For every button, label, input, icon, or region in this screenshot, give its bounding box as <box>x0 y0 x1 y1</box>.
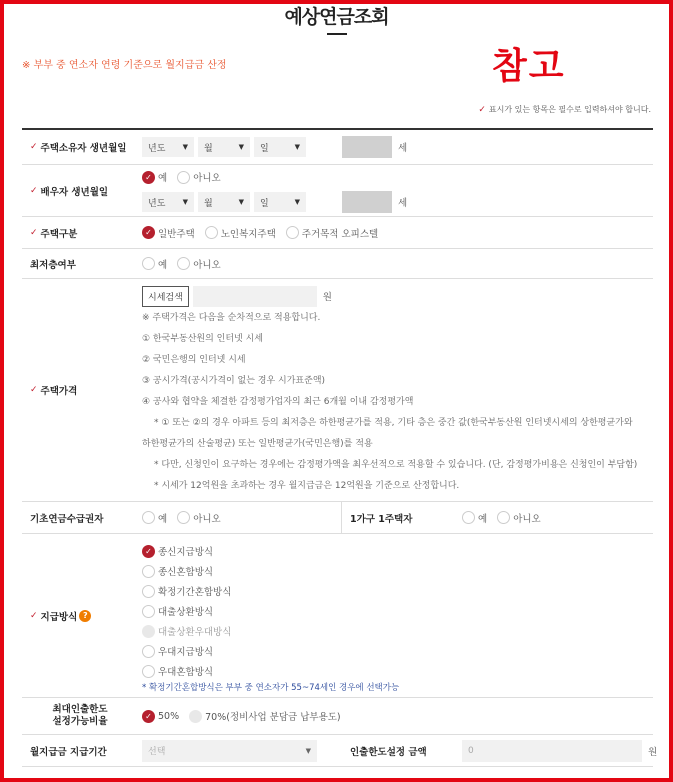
check-icon: ✓ <box>142 171 155 184</box>
spouse-birth-label-text: 배우자 생년월일 <box>40 186 109 198</box>
house-type-option-label: 노인복지주택 <box>220 228 276 240</box>
price-rule-3: ③ 공시가격(공시가격이 없는 경우 시가표준액) <box>142 376 326 386</box>
radio-circle-icon <box>462 511 475 524</box>
withdraw-50-label: 50% <box>158 710 180 722</box>
required-check-icon: ✓ <box>30 227 38 238</box>
chevron-down-icon: ▼ <box>294 198 300 206</box>
row-basic-pension <box>22 502 653 534</box>
house-type-option-label: 주거목적 오피스텔 <box>301 228 379 240</box>
row-lowest-floor <box>22 249 653 279</box>
spouse-yes-radio[interactable] <box>142 170 167 184</box>
max-withdraw-cell <box>138 698 653 734</box>
row-max-withdraw <box>22 698 653 735</box>
payment-option-label: 대출상환방식 <box>158 607 214 618</box>
owner-day-select[interactable] <box>254 137 306 157</box>
radio-circle-icon <box>142 511 155 524</box>
one-house-label-text: 1가구 1주택자 <box>350 513 413 525</box>
required-check-icon: ✓ <box>30 185 38 196</box>
house-price-label <box>22 279 138 501</box>
basic-pension-label <box>22 502 138 533</box>
basic-pension-no-radio[interactable] <box>177 511 221 525</box>
basic-pension-no-label: 아니오 <box>193 513 221 525</box>
spouse-exists-line <box>142 165 653 189</box>
row-payment-method <box>22 534 653 698</box>
payment-loan-repay-pref-radio <box>142 624 231 638</box>
payment-method-note: * 확정기간혼합방식은 부부 중 연소자가 55~74세인 경우에 선택가능 <box>142 683 400 693</box>
chevron-down-icon: ▼ <box>182 198 188 206</box>
radio-circle-icon <box>177 511 190 524</box>
payment-option-line <box>142 661 653 681</box>
payment-pref-mixed-radio[interactable] <box>142 664 213 678</box>
withdraw-amount-cell <box>458 735 657 766</box>
radio-circle-icon <box>142 585 155 598</box>
radio-circle-icon <box>142 257 155 270</box>
page-title: 예상연금조회 <box>284 6 389 28</box>
price-rule-note-1: * ① 또는 ②의 경우 아파트 등의 최저층은 하한평균가를 적용, 기타 층은 중간 값(한국부동산원 인터넷시세의 상한평균가와 <box>154 418 633 428</box>
lowest-floor-yes-label: 예 <box>158 259 168 271</box>
chevron-down-icon: ▼ <box>294 143 300 151</box>
owner-age-unit: 세 <box>398 143 408 154</box>
payment-option-label: 우대혼합방식 <box>158 667 214 678</box>
owner-birth-cell <box>138 130 653 164</box>
withdraw-amount-label <box>342 735 458 766</box>
spouse-no-radio[interactable] <box>177 170 221 184</box>
monthly-period-cell <box>138 735 342 766</box>
required-check-icon: ✓ <box>30 142 38 152</box>
price-rule-note-3: * 시세가 12억원을 초과하는 경우 월지급금은 12억원을 기준으로 산정합니다. <box>154 481 460 491</box>
payment-option-label: 종신지급방식 <box>158 547 214 558</box>
lowest-floor-label-text: 최저층여부 <box>30 259 76 271</box>
spouse-date-line <box>142 189 653 215</box>
spouse-age-output <box>342 191 392 213</box>
payment-method-cell <box>138 534 653 697</box>
house-price-input-line <box>142 285 653 307</box>
withdraw-amount-input[interactable]: 0 <box>462 740 642 762</box>
spouse-yes-label: 예 <box>158 173 168 184</box>
spouse-year-value: 년도 <box>148 198 166 209</box>
withdraw-amount-label-text: 인출한도설정 금액 <box>350 746 427 758</box>
radio-circle-icon <box>142 665 155 678</box>
price-rule-intro: ※ 주택가격은 다음을 순차적으로 적용합니다. <box>142 313 321 323</box>
house-price-label-text: 주택가격 <box>40 386 78 397</box>
radio-circle-icon <box>142 625 155 638</box>
house-price-cell <box>138 279 653 501</box>
chevron-down-icon: ▼ <box>305 746 311 755</box>
spouse-birth-cell <box>138 165 653 216</box>
owner-day-value: 일 <box>260 143 269 154</box>
basic-pension-yes-radio[interactable] <box>142 511 167 525</box>
radio-circle-icon <box>142 605 155 618</box>
help-icon[interactable]: ? <box>79 610 91 622</box>
payment-option-line <box>142 621 653 641</box>
house-type-senior-radio[interactable] <box>205 226 276 240</box>
lowest-floor-label <box>22 249 138 278</box>
withdraw-70-label: 70%(정비사업 분담금 납부용도) <box>205 712 341 723</box>
withdraw-50-radio[interactable] <box>142 710 179 723</box>
payment-loan-repay-radio[interactable] <box>142 604 213 618</box>
radio-circle-icon <box>497 511 510 524</box>
price-rule-note-1-cont: 하한평균가의 산술평균) 또는 일반평균가(국민은행)를 적용 <box>142 439 373 449</box>
payment-option-line <box>142 641 653 661</box>
owner-year-select[interactable] <box>142 137 194 157</box>
required-check-icon: ✓ <box>30 385 38 395</box>
row-owner-birth <box>22 130 653 165</box>
required-check-icon: ✓ <box>30 610 38 621</box>
owner-age-output <box>342 136 392 158</box>
payment-option-label: 종신혼합방식 <box>158 567 214 578</box>
payment-method-label-text: 지급방식 <box>40 611 78 623</box>
reference-stamp: 참고 <box>492 46 566 87</box>
required-note-text: 표시가 있는 항목은 필수로 입력하셔야 합니다. <box>488 105 651 114</box>
one-house-yes-label: 예 <box>478 513 488 525</box>
house-type-label <box>22 217 138 248</box>
max-withdraw-label <box>22 698 138 734</box>
withdraw-70-radio[interactable] <box>189 709 341 723</box>
row-house-type <box>22 217 653 249</box>
lowest-floor-cell <box>138 249 653 278</box>
max-withdraw-label-line2: 설정가능비율 <box>52 716 108 727</box>
spouse-month-value: 월 <box>204 198 213 209</box>
withdraw-amount-unit: 원 <box>648 746 658 758</box>
chevron-down-icon: ▼ <box>182 143 188 151</box>
price-rule-1: ① 한국부동산원의 인터넷 시세 <box>142 334 263 344</box>
radio-circle-icon <box>142 565 155 578</box>
row-monthly-period <box>22 735 658 767</box>
price-rule-4: ④ 공사와 협약을 체결한 감정평가업자의 최근 6개월 이내 감정평가액 <box>142 397 414 407</box>
pension-form <box>22 128 658 767</box>
owner-birth-label-text: 주택소유자 생년월일 <box>40 143 127 154</box>
required-note <box>478 104 651 115</box>
house-type-general-radio[interactable] <box>142 226 195 240</box>
owner-month-select[interactable] <box>198 137 250 157</box>
radio-circle-icon <box>205 226 218 239</box>
payment-option-line <box>142 601 653 621</box>
check-icon: ✓ <box>142 545 155 558</box>
monthly-period-select[interactable] <box>142 740 317 762</box>
one-house-label <box>342 502 458 533</box>
one-house-cell <box>458 502 653 533</box>
row-spouse-birth <box>22 165 653 217</box>
payment-option-label: 대출상환우대방식 <box>158 627 232 638</box>
chevron-down-icon: ▼ <box>238 143 244 151</box>
radio-circle-icon <box>286 226 299 239</box>
payment-method-label <box>22 534 138 697</box>
radio-circle-icon <box>189 710 202 723</box>
owner-birth-label <box>22 130 138 164</box>
price-rule-2: ② 국민은행의 인터넷 시세 <box>142 355 246 365</box>
basic-pension-label-text: 기초연금수급권자 <box>30 513 104 525</box>
one-house-no-label: 아니오 <box>513 513 541 525</box>
one-house-no-radio[interactable] <box>497 511 541 525</box>
max-withdraw-label-line1: 최대인출한도 <box>52 704 108 715</box>
spouse-day-value: 일 <box>260 198 269 209</box>
lowest-floor-no-radio[interactable] <box>177 257 221 271</box>
monthly-period-label-text: 월지급금 지급기간 <box>30 746 107 758</box>
monthly-period-value: 선택 <box>148 747 166 757</box>
spouse-day-select[interactable] <box>254 192 306 212</box>
check-icon: ✓ <box>142 710 155 723</box>
house-type-label-text: 주택구분 <box>40 228 78 240</box>
payment-fixed-mixed-radio[interactable] <box>142 584 231 598</box>
house-type-option-label: 일반주택 <box>158 228 195 240</box>
age-notice: ※ 부부 중 연소자 연령 기준으로 월지급금 산정 <box>22 60 227 71</box>
payment-pref-pay-radio[interactable] <box>142 644 213 658</box>
spouse-birth-label <box>22 165 138 216</box>
house-type-cell <box>138 217 653 248</box>
price-rule-note-2: * 다만, 신청인이 요구하는 경우에는 감정평가액을 최우선적으로 적용할 수 있습니다. (단, 감정평가비용은 신청인이 부담함) <box>154 460 638 470</box>
payment-option-label: 우대지급방식 <box>158 647 214 658</box>
payment-option-line <box>142 581 653 601</box>
price-search-button[interactable]: 시세검색 <box>142 286 189 307</box>
basic-pension-cell <box>138 502 342 533</box>
check-icon: ✓ <box>142 226 155 239</box>
lowest-floor-no-label: 아니오 <box>193 259 221 271</box>
one-house-yes-radio[interactable] <box>462 511 487 525</box>
house-type-officetel-radio[interactable] <box>286 226 378 240</box>
required-check-icon: ✓ <box>478 105 486 115</box>
radio-circle-icon <box>177 257 190 270</box>
payment-option-line <box>142 541 653 561</box>
owner-year-value: 년도 <box>148 143 166 154</box>
house-price-unit: 원 <box>322 292 332 303</box>
spouse-no-label: 아니오 <box>193 173 221 184</box>
lowest-floor-yes-radio[interactable] <box>142 257 167 271</box>
spouse-age-unit: 세 <box>398 198 408 209</box>
row-house-price <box>22 279 653 502</box>
spouse-year-select[interactable] <box>142 192 194 212</box>
basic-pension-yes-label: 예 <box>158 513 168 525</box>
monthly-period-label <box>22 735 138 766</box>
radio-circle-icon <box>177 171 190 184</box>
chevron-down-icon: ▼ <box>238 198 244 206</box>
payment-lifetime-mixed-radio[interactable] <box>142 564 213 578</box>
payment-option-line <box>142 561 653 581</box>
payment-option-label: 확정기간혼합방식 <box>158 587 232 598</box>
house-price-input[interactable] <box>193 286 317 307</box>
owner-month-value: 월 <box>204 143 213 154</box>
radio-circle-icon <box>142 645 155 658</box>
spouse-month-select[interactable] <box>198 192 250 212</box>
title-underline <box>327 33 347 35</box>
payment-lifetime-radio[interactable] <box>142 544 213 558</box>
